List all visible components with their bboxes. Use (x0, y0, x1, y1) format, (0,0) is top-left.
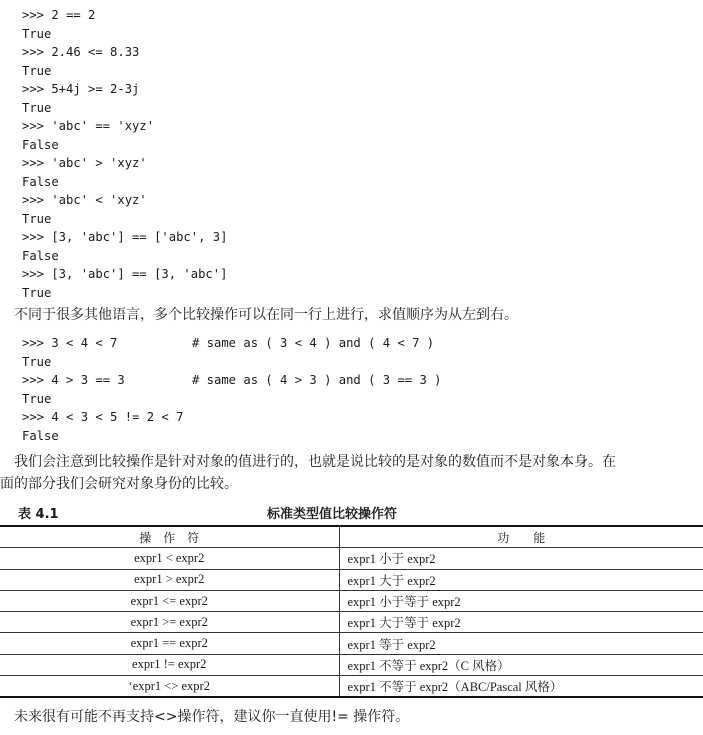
code-input-line: >>> 2 == 2 (22, 8, 96, 22)
operator-cell: expr1 < expr2 (0, 548, 339, 569)
table-row (0, 654, 703, 675)
table-title: 标准类型值比较操作符 (267, 507, 398, 522)
function-cell: expr1 不等于 expr2（ABC/Pascal 风格） (339, 676, 703, 698)
code-comment: # same as ( 3 < 4 ) and ( 4 < 7 ) (192, 336, 435, 350)
code-output-line: False (22, 248, 59, 263)
function-cell: expr1 大于等于 expr2 (339, 612, 703, 633)
comparison-operators-table (0, 525, 703, 698)
code-text: False (22, 428, 59, 443)
function-cell: expr1 等于 expr2 (339, 633, 703, 654)
code-text: True (22, 354, 52, 369)
code-input-line: >>> 5+4j >= 2-3j (22, 82, 140, 96)
header-function: 功 能 (339, 526, 703, 548)
paragraph-line: 我们会注意到比较操作是针对对象的值进行的，也就是说比较的是对象的数值而不是对象本身。在 (14, 454, 616, 470)
function-cell: expr1 大于 expr2 (339, 569, 703, 590)
code-output-line: False (22, 137, 59, 152)
code-input-line (22, 408, 183, 427)
code-output-line: False (22, 174, 59, 189)
code-input-line: >>> [3, 'abc'] == ['abc', 3] (22, 230, 228, 244)
table-row (0, 612, 703, 633)
code-output-line: True (22, 285, 52, 300)
code-example-comparisons (22, 6, 227, 302)
code-input-line (22, 371, 442, 390)
code-output-line (22, 427, 183, 446)
header-operator: 操 作 符 (0, 526, 339, 548)
code-input-line: >>> 'abc' > 'xyz' (22, 156, 147, 170)
table-row (0, 633, 703, 654)
function-cell: expr1 小于 expr2 (339, 548, 703, 569)
code-input-line (22, 334, 435, 353)
deprecation-note: 未来很有可能不再支持<>操作符，建议你一直使用!= 操作符。 (14, 709, 410, 725)
function-cell: expr1 小于等于 expr2 (339, 590, 703, 611)
value-comparison-paragraph (0, 451, 700, 495)
table-row (0, 569, 703, 590)
code-text: >>> 4 > 3 == 3 (22, 373, 125, 387)
table-row (0, 676, 703, 698)
code-example-chained (22, 334, 442, 445)
operator-cell: expr1 != expr2 (0, 654, 339, 675)
code-text: >>> 3 < 4 < 7 (22, 336, 118, 350)
code-text: True (22, 391, 52, 406)
table-row (0, 548, 703, 569)
operator-cell: expr1 <= expr2 (0, 590, 339, 611)
table-row (0, 590, 703, 611)
chained-comparison-paragraph: 不同于很多其他语言，多个比较操作可以在同一行上进行，求值顺序为从左到右。 (14, 307, 518, 323)
table-label: 表 4.1 (18, 507, 59, 522)
operator-cell: expr1 >= expr2 (0, 612, 339, 633)
code-output-line (22, 353, 183, 372)
code-input-line: >>> [3, 'abc'] == [3, 'abc'] (22, 267, 228, 281)
code-output-line: True (22, 26, 52, 41)
code-comment: # same as ( 4 > 3 ) and ( 3 == 3 ) (192, 373, 442, 387)
code-input-line: >>> 'abc' == 'xyz' (22, 119, 155, 133)
code-output-line: True (22, 211, 52, 226)
code-output-line: True (22, 63, 52, 78)
code-input-line: >>> 2.46 <= 8.33 (22, 45, 140, 59)
paragraph-line: 面的部分我们会研究对象身份的比较。 (0, 476, 238, 492)
operator-cell: expr1 > expr2 (0, 569, 339, 590)
operator-cell: ‘expr1 <> expr2 (0, 676, 339, 698)
table-header-row (0, 526, 703, 548)
operator-cell: expr1 == expr2 (0, 633, 339, 654)
code-output-line: True (22, 100, 52, 115)
function-cell: expr1 不等于 expr2（C 风格） (339, 654, 703, 675)
code-text: >>> 4 < 3 < 5 != 2 < 7 (22, 410, 184, 424)
code-input-line: >>> 'abc' < 'xyz' (22, 193, 147, 207)
code-output-line (22, 390, 183, 409)
